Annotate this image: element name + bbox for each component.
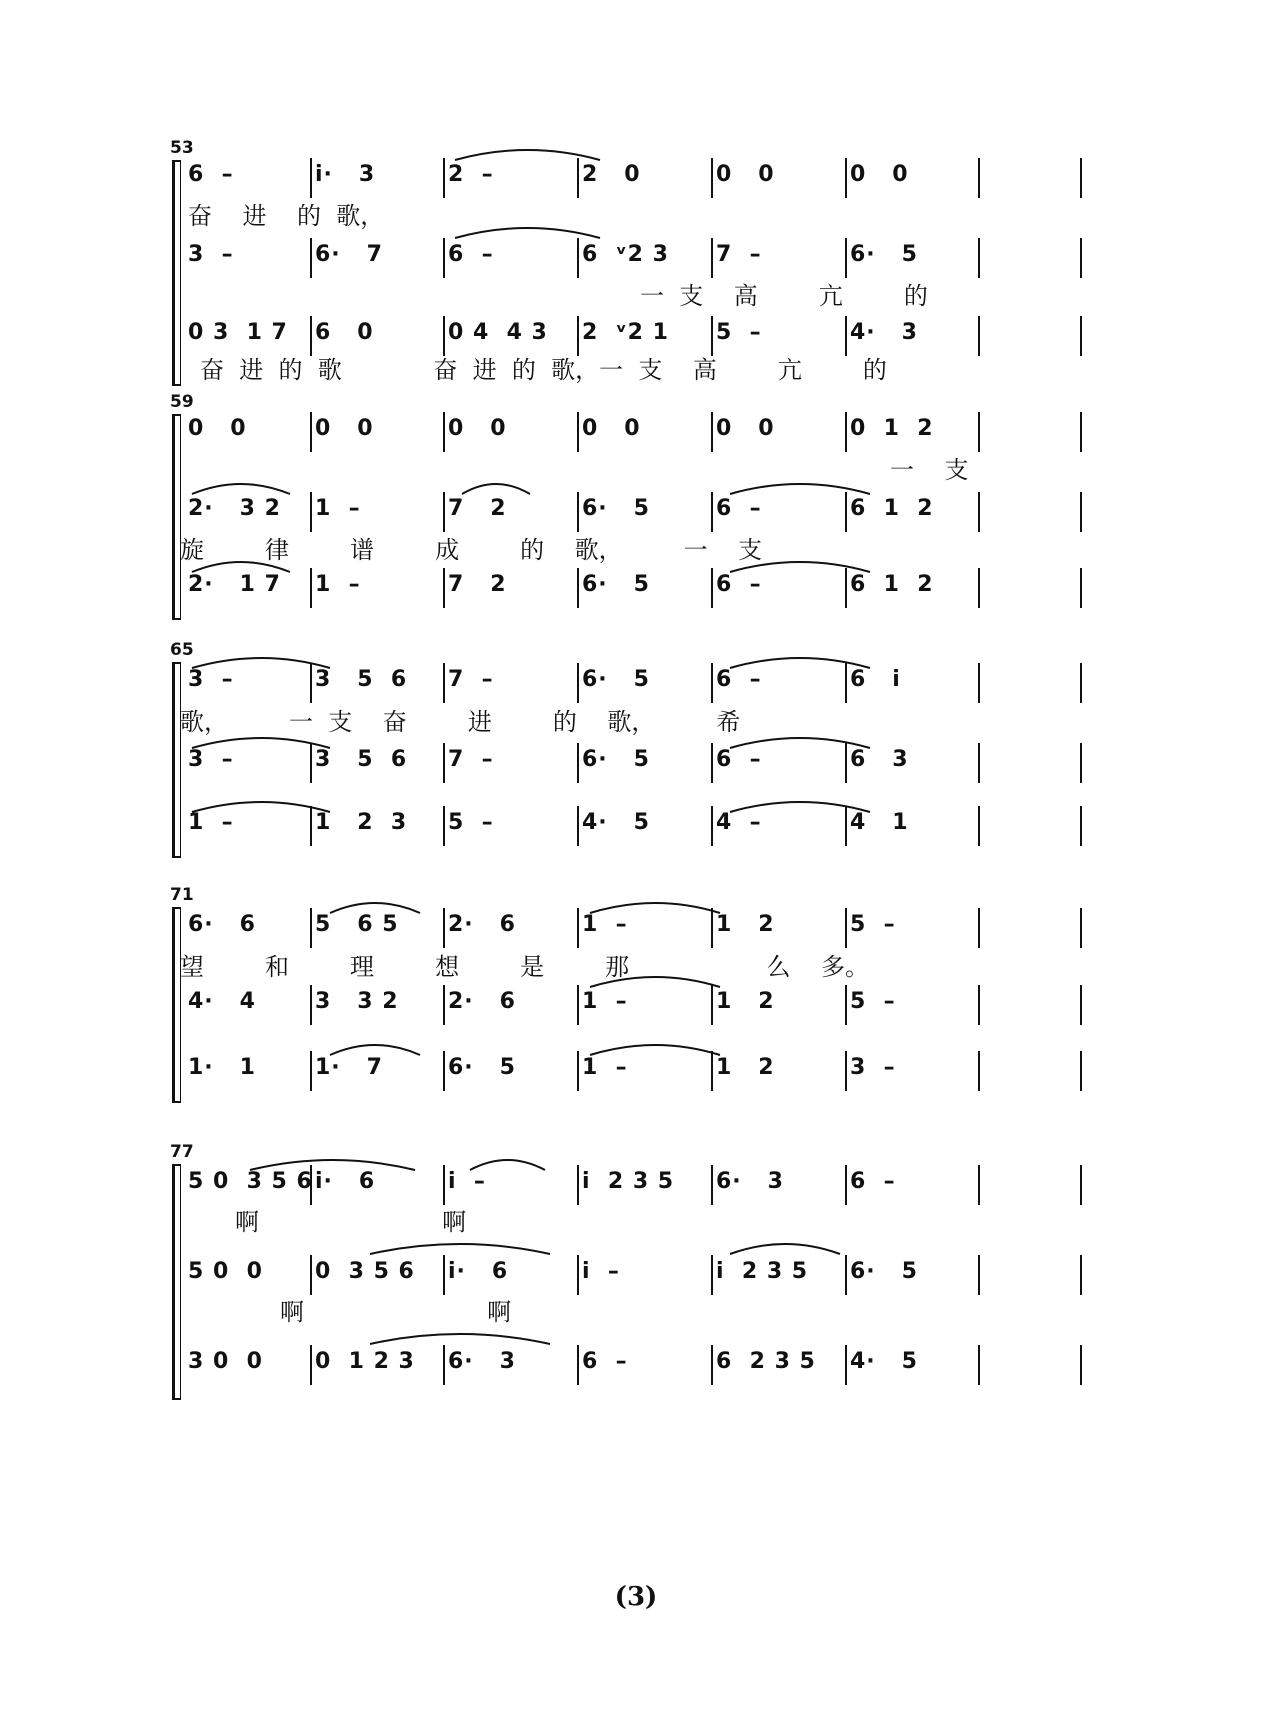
measure-notes: 7 – — [716, 242, 762, 267]
barline — [443, 1255, 445, 1295]
barline — [978, 1165, 980, 1205]
measure-notes: 4· 5 — [850, 1349, 918, 1374]
measure-number: 59 — [170, 392, 194, 412]
measure-notes: 1 2 — [716, 1055, 775, 1080]
measure-notes: 3 – — [850, 1055, 896, 1080]
barline — [310, 743, 312, 783]
barline — [711, 908, 713, 948]
measure-notes: 1· 7 — [315, 1055, 383, 1080]
measure-notes: i 2 3 5 — [716, 1259, 809, 1284]
slur-arc — [370, 1244, 550, 1254]
barline — [711, 158, 713, 198]
barline — [1080, 412, 1082, 452]
barline — [443, 1051, 445, 1091]
measure-notes: 0 1 2 — [850, 416, 934, 441]
barline — [577, 1255, 579, 1295]
barline — [577, 663, 579, 703]
measure-notes: 6 – — [716, 667, 762, 692]
barline — [1080, 908, 1082, 948]
measure-notes: 0 1 2 3 — [315, 1349, 415, 1374]
barline — [711, 743, 713, 783]
measure-notes: 1 – — [188, 810, 234, 835]
barline — [978, 806, 980, 846]
barline — [310, 238, 312, 278]
barline — [845, 158, 847, 198]
measure-notes: 3 3 2 — [315, 989, 399, 1014]
lyrics-line: 一 支 — [890, 456, 969, 484]
slur-arc — [590, 1045, 720, 1055]
barline — [978, 316, 980, 356]
barline — [711, 1345, 713, 1385]
barline — [978, 412, 980, 452]
measure-notes: 5 – — [448, 810, 494, 835]
barline — [845, 663, 847, 703]
barline — [577, 238, 579, 278]
barline — [1080, 158, 1082, 198]
measure-notes: 4 – — [716, 810, 762, 835]
measure-notes: 0 0 — [716, 162, 775, 187]
barline — [711, 1255, 713, 1295]
barline — [310, 1051, 312, 1091]
barline — [310, 985, 312, 1025]
barline — [1080, 316, 1082, 356]
measure-notes: 1 – — [582, 989, 628, 1014]
measure-notes: 1· 1 — [188, 1055, 256, 1080]
barline — [310, 1345, 312, 1385]
measure-notes: 2 ᵛ2 1 — [582, 320, 669, 345]
slur-arc — [462, 484, 530, 494]
measure-notes: 6· 5 — [582, 496, 650, 521]
measure-number: 71 — [170, 885, 194, 905]
measure-notes: i· 3 — [315, 162, 376, 187]
system-brace — [180, 907, 181, 1101]
measure-notes: 5 6 5 — [315, 912, 399, 937]
measure-notes: 6 – — [448, 242, 494, 267]
barline — [443, 908, 445, 948]
barline — [711, 663, 713, 703]
barline — [577, 743, 579, 783]
barline — [310, 806, 312, 846]
barline — [577, 985, 579, 1025]
barline — [1080, 1051, 1082, 1091]
measure-notes: 6· 3 — [448, 1349, 516, 1374]
barline — [1080, 985, 1082, 1025]
measure-notes: 4· 5 — [582, 810, 650, 835]
measure-notes: 6· 7 — [315, 242, 383, 267]
measure-notes: 6 – — [582, 1349, 628, 1374]
barline — [1080, 663, 1082, 703]
barline — [443, 1345, 445, 1385]
measure-notes: i – — [582, 1259, 620, 1284]
barline — [310, 908, 312, 948]
measure-notes: 6 1 2 — [850, 496, 934, 521]
measure-notes: 0 0 — [582, 416, 641, 441]
measure-notes: 6· 5 — [582, 667, 650, 692]
barline — [310, 492, 312, 532]
barline — [310, 1255, 312, 1295]
system-brace — [180, 414, 181, 618]
slur-arc — [370, 1334, 550, 1344]
barline — [845, 908, 847, 948]
measure-notes: 6 – — [850, 1169, 896, 1194]
barline — [310, 158, 312, 198]
measure-notes: 6· 5 — [448, 1055, 516, 1080]
barline — [978, 238, 980, 278]
measure-notes: 1 2 — [716, 989, 775, 1014]
measure-notes: 6· 5 — [582, 747, 650, 772]
measure-notes: 6· 5 — [850, 1259, 918, 1284]
barline — [711, 1051, 713, 1091]
slur-arc — [192, 484, 290, 494]
measure-notes: 5 0 0 — [188, 1259, 263, 1284]
measure-notes: 5 0 3 5 6 — [188, 1169, 313, 1194]
measure-notes: 6 1 2 — [850, 572, 934, 597]
barline — [443, 743, 445, 783]
measure-notes: 3 0 0 — [188, 1349, 263, 1374]
barline — [845, 492, 847, 532]
measure-notes: 1 – — [315, 496, 361, 521]
barline — [443, 985, 445, 1025]
barline — [845, 1165, 847, 1205]
lyrics-line: 歌， 一 支 奋 进 的 歌， 希 — [180, 708, 741, 736]
slur-arc — [730, 484, 870, 494]
barline — [845, 412, 847, 452]
measure-notes: 2 – — [448, 162, 494, 187]
measure-notes: 3 – — [188, 747, 234, 772]
barline — [443, 238, 445, 278]
slur-arc — [730, 1244, 840, 1254]
lyrics-line: 旋 律 谱 成 的 歌， 一 支 — [180, 536, 763, 564]
measure-notes: 7 2 — [448, 572, 507, 597]
measure-notes: 4· 3 — [850, 320, 918, 345]
lyrics-line: 望 和 理 想 是 那 么 多。 — [180, 953, 869, 981]
measure-notes: 6· 5 — [850, 242, 918, 267]
barline — [443, 1165, 445, 1205]
barline — [711, 568, 713, 608]
barline — [1080, 492, 1082, 532]
barline — [577, 1165, 579, 1205]
barline — [577, 1051, 579, 1091]
barline — [978, 1051, 980, 1091]
measure-notes: 6 i — [850, 667, 901, 692]
measure-notes: 7 2 — [448, 496, 507, 521]
barline — [978, 743, 980, 783]
measure-notes: 6 ᵛ2 3 — [582, 242, 669, 267]
barline — [1080, 568, 1082, 608]
barline — [845, 1345, 847, 1385]
barline — [711, 492, 713, 532]
page-number: (3) — [614, 1582, 658, 1612]
measure-notes: 2· 3 2 — [188, 496, 281, 521]
measure-notes: 0 0 — [188, 416, 247, 441]
barline — [711, 412, 713, 452]
system-77 — [170, 1142, 1082, 1412]
measure-notes: 3 5 6 — [315, 747, 408, 772]
measure-notes: i – — [448, 1169, 486, 1194]
barline — [711, 985, 713, 1025]
barline — [310, 568, 312, 608]
system-brace — [180, 160, 181, 384]
lyrics-line: 奋 进 的 歌， — [188, 202, 385, 230]
measure-notes: 6 3 — [850, 747, 909, 772]
barline — [577, 806, 579, 846]
barline — [978, 568, 980, 608]
measure-notes: 0 0 — [850, 162, 909, 187]
barline — [1080, 1345, 1082, 1385]
measure-notes: 0 3 1 7 — [188, 320, 288, 345]
lyrics-line: 啊 啊 — [280, 1298, 512, 1326]
barline — [1080, 238, 1082, 278]
barline — [577, 568, 579, 608]
measure-notes: i 2 3 5 — [582, 1169, 675, 1194]
measure-notes: 6 2 3 5 — [716, 1349, 816, 1374]
barline — [310, 412, 312, 452]
lyrics-line: 奋 进 的 歌 奋 进 的 歌，一 支 高 亢 的 — [200, 356, 887, 384]
measure-number: 77 — [170, 1142, 194, 1162]
measure-notes: 3 – — [188, 242, 234, 267]
measure-notes: 6 – — [188, 162, 234, 187]
system-brace — [180, 1164, 181, 1398]
measure-notes: 6· 3 — [716, 1169, 784, 1194]
measure-notes: 6 0 — [315, 320, 374, 345]
barline — [1080, 1165, 1082, 1205]
barline — [845, 238, 847, 278]
measure-notes: 0 4 4 3 — [448, 320, 548, 345]
barline — [443, 158, 445, 198]
measure-notes: i· 6 — [448, 1259, 509, 1284]
barline — [978, 985, 980, 1025]
slur-arc — [330, 1045, 420, 1055]
measure-notes: 1 – — [582, 1055, 628, 1080]
measure-notes: 6 – — [716, 572, 762, 597]
measure-notes: 1 2 — [716, 912, 775, 937]
barline — [978, 663, 980, 703]
barline — [1080, 743, 1082, 783]
barline — [978, 492, 980, 532]
measure-notes: 2· 1 7 — [188, 572, 281, 597]
lyrics-line: 一 支 高 亢 的 — [640, 282, 928, 310]
measure-notes: 5 – — [850, 989, 896, 1014]
lyrics-line: 啊 啊 — [235, 1208, 467, 1236]
barline — [577, 158, 579, 198]
barline — [978, 1345, 980, 1385]
barline — [310, 663, 312, 703]
barline — [845, 743, 847, 783]
measure-notes: 4· 4 — [188, 989, 256, 1014]
slur-arc — [455, 228, 600, 238]
system-59 — [170, 392, 1082, 622]
system-53 — [170, 138, 1082, 388]
barline — [711, 1165, 713, 1205]
barline — [978, 908, 980, 948]
measure-notes: 6· 5 — [582, 572, 650, 597]
barline — [443, 663, 445, 703]
measure-notes: 3 – — [188, 667, 234, 692]
barline — [978, 1255, 980, 1295]
measure-notes: 6· 6 — [188, 912, 256, 937]
measure-notes: 5 – — [716, 320, 762, 345]
system-71 — [170, 885, 1082, 1105]
measure-notes: 7 – — [448, 667, 494, 692]
measure-notes: 1 – — [582, 912, 628, 937]
barline — [443, 806, 445, 846]
barline — [978, 158, 980, 198]
barline — [577, 492, 579, 532]
barline — [845, 1051, 847, 1091]
measure-notes: i· 6 — [315, 1169, 376, 1194]
measure-notes: 0 3 5 6 — [315, 1259, 415, 1284]
measure-notes: 1 – — [315, 572, 361, 597]
measure-notes: 0 0 — [716, 416, 775, 441]
barline — [443, 568, 445, 608]
measure-notes: 2· 6 — [448, 989, 516, 1014]
barline — [845, 1255, 847, 1295]
barline — [443, 412, 445, 452]
barline — [443, 492, 445, 532]
barline — [1080, 1255, 1082, 1295]
barline — [711, 806, 713, 846]
measure-notes: 7 – — [448, 747, 494, 772]
measure-notes: 0 0 — [448, 416, 507, 441]
measure-notes: 0 0 — [315, 416, 374, 441]
system-brace — [180, 662, 181, 856]
system-65 — [170, 640, 1082, 860]
measure-number: 53 — [170, 138, 194, 158]
barline — [845, 568, 847, 608]
measure-number: 65 — [170, 640, 194, 660]
measure-notes: 4 1 — [850, 810, 909, 835]
measure-notes: 6 – — [716, 747, 762, 772]
barline — [1080, 806, 1082, 846]
measure-notes: 2 0 — [582, 162, 641, 187]
measure-notes: 1 2 3 — [315, 810, 408, 835]
measure-notes: 2· 6 — [448, 912, 516, 937]
barline — [577, 412, 579, 452]
barline — [845, 985, 847, 1025]
measure-notes: 6 – — [716, 496, 762, 521]
barline — [845, 806, 847, 846]
barline — [711, 238, 713, 278]
barline — [577, 908, 579, 948]
measure-notes: 5 – — [850, 912, 896, 937]
measure-notes: 3 5 6 — [315, 667, 408, 692]
barline — [577, 1345, 579, 1385]
